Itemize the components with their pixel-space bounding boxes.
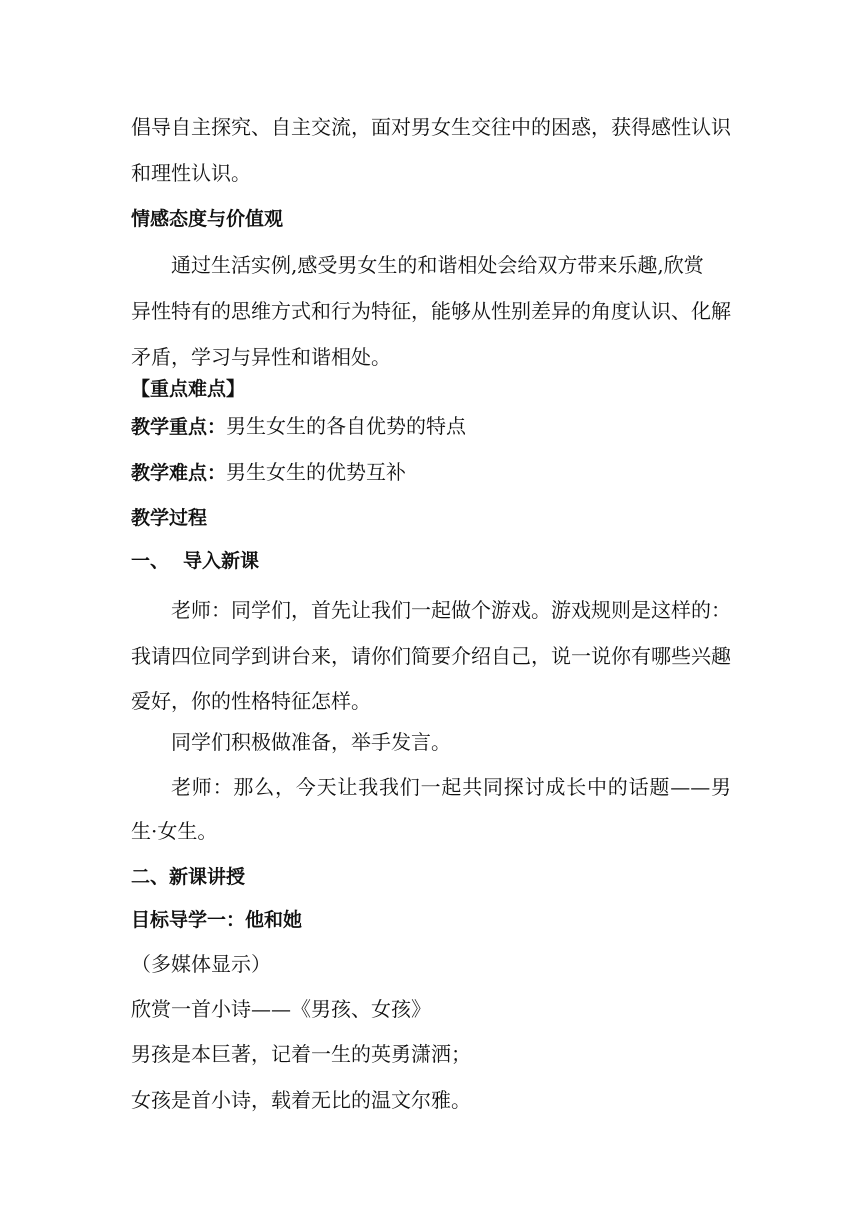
section-heading: 【重点难点】 bbox=[131, 378, 246, 400]
paragraph-line: 爱好，你的性格特征怎样。 bbox=[131, 689, 371, 713]
subsection-heading bbox=[131, 548, 731, 574]
section-heading: 情感态度与价值观 bbox=[131, 208, 284, 230]
key-point-label: 教学重点： bbox=[131, 416, 227, 438]
paragraph-line: 和理性认识。 bbox=[131, 161, 251, 185]
media-note: （多媒体显示） bbox=[131, 952, 271, 976]
paragraph-line: 通过生活实例,感受男女生的和谐相处会给双方带来乐趣,欣赏 bbox=[171, 253, 704, 277]
poem-line: 女孩是首小诗，载着无比的温文尔雅。 bbox=[131, 1088, 471, 1112]
key-point-text: 男生女生的各自优势的特点 bbox=[226, 414, 467, 438]
section-heading: 教学过程 bbox=[131, 507, 208, 529]
paragraph-line: 矛盾，学习与异性和谐相处。 bbox=[131, 345, 391, 369]
subsection-title: 导入新课 bbox=[183, 550, 260, 572]
poem-line: 男孩是本巨著，记着一生的英勇潇洒； bbox=[131, 1042, 471, 1066]
paragraph-line: 我请四位同学到讲台来，请你们简要介绍自己，说一说你有哪些兴趣 bbox=[131, 644, 731, 668]
difficulty-label: 教学难点： bbox=[131, 462, 227, 484]
paragraph-line: 生·女生。 bbox=[131, 819, 218, 843]
difficulty-text: 男生女生的优势互补 bbox=[226, 460, 407, 484]
paragraph-line: 老师：同学们，首先让我们一起做个游戏。游戏规则是这样的： bbox=[171, 598, 731, 622]
goal-heading: 目标导学一：他和她 bbox=[131, 909, 303, 931]
subsection-number: 一、 bbox=[131, 550, 170, 572]
paragraph-line: 同学们积极做准备，举手发言。 bbox=[171, 730, 451, 754]
paragraph-line: 老师：那么，今天让我我们一起共同探讨成长中的话题——男 bbox=[171, 775, 731, 799]
poem-title: 欣赏一首小诗——《男孩、女孩》 bbox=[131, 997, 431, 1021]
difficulty-line bbox=[131, 459, 731, 486]
paragraph-line: 异性特有的思维方式和行为特征，能够从性别差异的角度认识、化解 bbox=[131, 299, 731, 323]
section-heading: 二、新课讲授 bbox=[131, 866, 246, 888]
paragraph-line: 倡导自主探究、自主交流，面对男女生交往中的困惑，获得感性认识 bbox=[131, 115, 731, 139]
key-point-line bbox=[131, 413, 731, 440]
